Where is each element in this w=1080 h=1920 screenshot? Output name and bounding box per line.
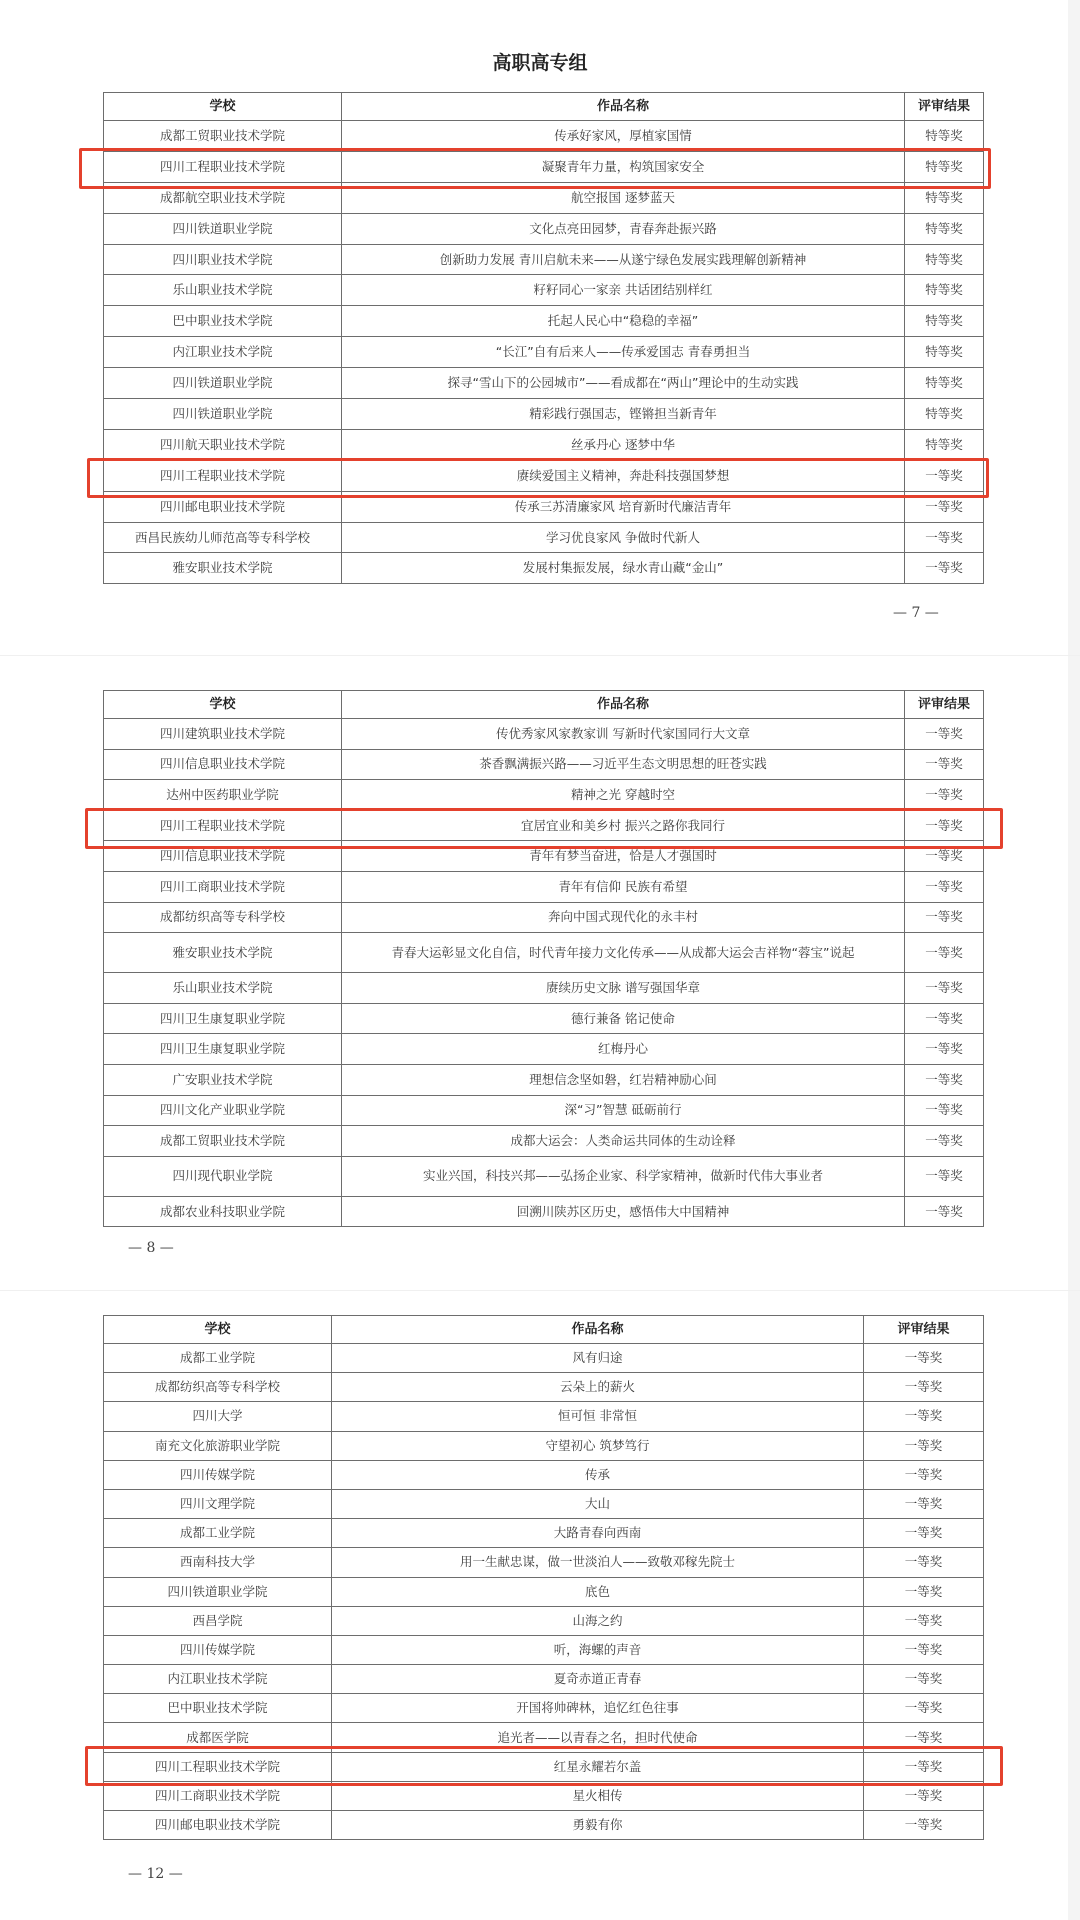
result-cell: 一等奖	[864, 1665, 984, 1694]
school-cell: 成都工贸职业技术学院	[104, 1126, 342, 1157]
result-cell: 一等奖	[905, 1034, 984, 1065]
table-row	[104, 810, 984, 841]
work-cell: 精彩践行强国志，铿锵担当新青年	[342, 399, 905, 430]
work-cell: 底色	[332, 1577, 864, 1606]
result-cell: 特等奖	[905, 182, 984, 213]
school-cell: 雅安职业技术学院	[104, 933, 342, 973]
table-row	[104, 780, 984, 811]
work-cell: 传承三苏清廉家风 培育新时代廉洁青年	[342, 491, 905, 522]
work-cell: 云朵上的薪火	[332, 1373, 864, 1402]
work-cell: 实业兴国，科技兴邦——弘扬企业家、科学家精神，做新时代伟大事业者	[342, 1156, 905, 1196]
table-row	[104, 553, 984, 584]
school-cell: 成都航空职业技术学院	[104, 182, 342, 213]
table-row	[104, 902, 984, 933]
table-row	[104, 306, 984, 337]
school-cell: 四川文理学院	[104, 1489, 332, 1518]
header-result: 评审结果	[905, 691, 984, 719]
work-cell: “长江”自有后来人——传承爱国志 青春勇担当	[342, 337, 905, 368]
table-row	[104, 213, 984, 244]
work-cell: 赓续爱国主义精神，奔赴科技强国梦想	[342, 460, 905, 491]
work-cell: 精神之光 穿越时空	[342, 780, 905, 811]
result-cell: 特等奖	[905, 399, 984, 430]
school-cell: 成都医学院	[104, 1723, 332, 1752]
school-cell: 四川工程职业技术学院	[104, 810, 342, 841]
result-cell: 特等奖	[905, 429, 984, 460]
page-divider	[0, 1290, 1080, 1291]
school-cell: 雅安职业技术学院	[104, 553, 342, 584]
header-work: 作品名称	[342, 691, 905, 719]
header-work: 作品名称	[342, 93, 905, 121]
school-cell: 四川职业技术学院	[104, 244, 342, 275]
school-cell: 四川卫生康复职业学院	[104, 1034, 342, 1065]
table-row	[104, 182, 984, 213]
result-cell: 一等奖	[864, 1344, 984, 1373]
table-row	[104, 429, 984, 460]
page-number-7: — 7 —	[893, 605, 939, 621]
table-row	[104, 1196, 984, 1227]
table-row	[104, 151, 984, 182]
school-cell: 四川现代职业学院	[104, 1156, 342, 1196]
work-cell: 用一生献忠谋，做一世淡泊人——致敬邓稼先院士	[332, 1548, 864, 1577]
school-cell: 四川传媒学院	[104, 1635, 332, 1664]
result-cell: 一等奖	[905, 933, 984, 973]
work-cell: 探寻“雪山下的公园城市”——看成都在“两山”理论中的生动实践	[342, 368, 905, 399]
table-row	[104, 871, 984, 902]
table-row	[104, 841, 984, 872]
school-cell: 四川邮电职业技术学院	[104, 1811, 332, 1840]
work-cell: 籽籽同心一家亲 共话团结别样红	[342, 275, 905, 306]
school-cell: 四川航天职业技术学院	[104, 429, 342, 460]
result-cell: 一等奖	[905, 1156, 984, 1196]
table-row	[104, 1577, 984, 1606]
result-cell: 一等奖	[864, 1548, 984, 1577]
work-cell: 风有归途	[332, 1344, 864, 1373]
result-cell: 一等奖	[905, 1126, 984, 1157]
result-cell: 一等奖	[905, 719, 984, 750]
work-cell: 奔向中国式现代化的永丰村	[342, 902, 905, 933]
award-table-2	[103, 690, 984, 1227]
table-row	[104, 460, 984, 491]
result-cell: 一等奖	[864, 1606, 984, 1635]
school-cell: 成都工业学院	[104, 1519, 332, 1548]
result-cell: 一等奖	[864, 1373, 984, 1402]
table-row	[104, 1665, 984, 1694]
work-cell: 大山	[332, 1489, 864, 1518]
school-cell: 成都工贸职业技术学院	[104, 121, 342, 152]
result-cell: 一等奖	[905, 810, 984, 841]
table-header-row	[104, 93, 984, 121]
table-header-row	[104, 1316, 984, 1344]
result-cell: 一等奖	[905, 841, 984, 872]
result-cell: 特等奖	[905, 306, 984, 337]
table-row	[104, 491, 984, 522]
school-cell: 成都纺织高等专科学校	[104, 1373, 332, 1402]
table-row	[104, 1519, 984, 1548]
table-row	[104, 121, 984, 152]
work-cell: 开国将帅碑林，追忆红色往事	[332, 1694, 864, 1723]
header-result: 评审结果	[905, 93, 984, 121]
work-cell: 回溯川陕苏区历史，感悟伟大中国精神	[342, 1196, 905, 1227]
work-cell: 山海之约	[332, 1606, 864, 1635]
result-cell: 一等奖	[864, 1577, 984, 1606]
table-row	[104, 1373, 984, 1402]
school-cell: 四川工商职业技术学院	[104, 1781, 332, 1810]
school-cell: 四川工程职业技术学院	[104, 460, 342, 491]
result-cell: 特等奖	[905, 213, 984, 244]
table-row	[104, 1723, 984, 1752]
result-cell: 一等奖	[905, 1003, 984, 1034]
header-school: 学校	[104, 1316, 332, 1344]
table-row	[104, 1548, 984, 1577]
result-cell: 一等奖	[905, 780, 984, 811]
school-cell: 四川铁道职业学院	[104, 1577, 332, 1606]
school-cell: 巴中职业技术学院	[104, 306, 342, 337]
table-row	[104, 1781, 984, 1810]
table-row	[104, 1811, 984, 1840]
work-cell: 青年有梦当奋进，恰是人才强国时	[342, 841, 905, 872]
work-cell: 宜居宜业和美乡村 振兴之路你我同行	[342, 810, 905, 841]
result-cell: 一等奖	[864, 1723, 984, 1752]
work-cell: 发展村集振发展，绿水青山藏“金山”	[342, 553, 905, 584]
work-cell: 夏奇赤道正青春	[332, 1665, 864, 1694]
work-cell: 学习优良家风 争做时代新人	[342, 522, 905, 553]
school-cell: 四川传媒学院	[104, 1460, 332, 1489]
work-cell: 理想信念坚如磐，红岩精神励心间	[342, 1064, 905, 1095]
work-cell: 凝聚青年力量，构筑国家安全	[342, 151, 905, 182]
page-title: 高职高专组	[492, 52, 588, 74]
table-row	[104, 522, 984, 553]
table-row	[104, 1489, 984, 1518]
result-cell: 一等奖	[905, 902, 984, 933]
result-cell: 一等奖	[905, 553, 984, 584]
header-work: 作品名称	[332, 1316, 864, 1344]
school-cell: 四川信息职业技术学院	[104, 841, 342, 872]
school-cell: 成都纺织高等专科学校	[104, 902, 342, 933]
work-cell: 深“习”智慧 砥砺前行	[342, 1095, 905, 1126]
work-cell: 茶香飘满振兴路——习近平生态文明思想的旺苍实践	[342, 749, 905, 780]
page-divider	[0, 655, 1080, 656]
table-row	[104, 1156, 984, 1196]
result-cell: 一等奖	[864, 1489, 984, 1518]
school-cell: 成都农业科技职业学院	[104, 1196, 342, 1227]
result-cell: 一等奖	[864, 1635, 984, 1664]
header-result: 评审结果	[864, 1316, 984, 1344]
result-cell: 一等奖	[905, 460, 984, 491]
table-row	[104, 399, 984, 430]
table-row	[104, 1126, 984, 1157]
table-row	[104, 368, 984, 399]
table-row	[104, 1694, 984, 1723]
work-cell: 红梅丹心	[342, 1034, 905, 1065]
school-cell: 四川工程职业技术学院	[104, 1752, 332, 1781]
table-row	[104, 244, 984, 275]
school-cell: 四川信息职业技术学院	[104, 749, 342, 780]
school-cell: 乐山职业技术学院	[104, 275, 342, 306]
school-cell: 达州中医药职业学院	[104, 780, 342, 811]
award-table-3	[103, 1315, 984, 1840]
result-cell: 一等奖	[864, 1781, 984, 1810]
table-row	[104, 973, 984, 1004]
work-cell: 青年有信仰 民族有希望	[342, 871, 905, 902]
work-cell: 丝承丹心 逐梦中华	[342, 429, 905, 460]
school-cell: 四川建筑职业技术学院	[104, 719, 342, 750]
work-cell: 创新助力发展 青川启航未来——从遂宁绿色发展实践理解创新精神	[342, 244, 905, 275]
work-cell: 文化点亮田园梦，青春奔赴振兴路	[342, 213, 905, 244]
school-cell: 西昌民族幼儿师范高等专科学校	[104, 522, 342, 553]
table-row	[104, 1635, 984, 1664]
school-cell: 广安职业技术学院	[104, 1064, 342, 1095]
result-cell: 特等奖	[905, 337, 984, 368]
work-cell: 航空报国 逐梦蓝天	[342, 182, 905, 213]
table-row	[104, 719, 984, 750]
school-cell: 乐山职业技术学院	[104, 973, 342, 1004]
work-cell: 成都大运会：人类命运共同体的生动诠释	[342, 1126, 905, 1157]
award-table-1	[103, 92, 984, 584]
school-cell: 巴中职业技术学院	[104, 1694, 332, 1723]
result-cell: 一等奖	[864, 1519, 984, 1548]
school-cell: 四川铁道职业学院	[104, 213, 342, 244]
school-cell: 四川铁道职业学院	[104, 368, 342, 399]
page-edge	[1068, 0, 1080, 1920]
work-cell: 守望初心 筑梦笃行	[332, 1431, 864, 1460]
result-cell: 一等奖	[864, 1811, 984, 1840]
work-cell: 传承好家风，厚植家国情	[342, 121, 905, 152]
result-cell: 一等奖	[864, 1402, 984, 1431]
school-cell: 四川邮电职业技术学院	[104, 491, 342, 522]
result-cell: 特等奖	[905, 368, 984, 399]
page-number-8: — 8 —	[128, 1240, 174, 1256]
work-cell: 大路青春向西南	[332, 1519, 864, 1548]
work-cell: 勇毅有你	[332, 1811, 864, 1840]
result-cell: 一等奖	[905, 1196, 984, 1227]
result-cell: 一等奖	[864, 1460, 984, 1489]
table-row	[104, 1064, 984, 1095]
result-cell: 特等奖	[905, 121, 984, 152]
result-cell: 一等奖	[864, 1694, 984, 1723]
result-cell: 一等奖	[905, 749, 984, 780]
school-cell: 四川铁道职业学院	[104, 399, 342, 430]
school-cell: 西昌学院	[104, 1606, 332, 1635]
school-cell: 四川大学	[104, 1402, 332, 1431]
table-row	[104, 749, 984, 780]
work-cell: 听，海螺的声音	[332, 1635, 864, 1664]
school-cell: 四川卫生康复职业学院	[104, 1003, 342, 1034]
result-cell: 一等奖	[905, 973, 984, 1004]
school-cell: 内江职业技术学院	[104, 337, 342, 368]
school-cell: 四川文化产业职业学院	[104, 1095, 342, 1126]
work-cell: 青春大运彰显文化自信，时代青年接力文化传承——从成都大运会吉祥物“蓉宝”说起	[342, 933, 905, 973]
school-cell: 西南科技大学	[104, 1548, 332, 1577]
table-row	[104, 1003, 984, 1034]
table-row	[104, 1402, 984, 1431]
work-cell: 星火相传	[332, 1781, 864, 1810]
result-cell: 一等奖	[905, 522, 984, 553]
table-row	[104, 1034, 984, 1065]
school-cell: 成都工业学院	[104, 1344, 332, 1373]
school-cell: 四川工程职业技术学院	[104, 151, 342, 182]
work-cell: 赓续历史文脉 谱写强国华章	[342, 973, 905, 1004]
table-row	[104, 1095, 984, 1126]
result-cell: 特等奖	[905, 275, 984, 306]
page-number-12: — 12 —	[128, 1866, 183, 1882]
result-cell: 一等奖	[864, 1752, 984, 1781]
result-cell: 一等奖	[905, 1064, 984, 1095]
work-cell: 德行兼备 铭记使命	[342, 1003, 905, 1034]
work-cell: 托起人民心中“稳稳的幸福”	[342, 306, 905, 337]
work-cell: 追光者——以青春之名，担时代使命	[332, 1723, 864, 1752]
table-row	[104, 1752, 984, 1781]
work-cell: 红星永耀若尔盖	[332, 1752, 864, 1781]
table-header-row	[104, 691, 984, 719]
table-row	[104, 337, 984, 368]
result-cell: 一等奖	[905, 871, 984, 902]
result-cell: 一等奖	[905, 1095, 984, 1126]
result-cell: 一等奖	[864, 1431, 984, 1460]
table-row	[104, 1606, 984, 1635]
header-school: 学校	[104, 93, 342, 121]
table-row	[104, 1431, 984, 1460]
work-cell: 传承	[332, 1460, 864, 1489]
table-row	[104, 933, 984, 973]
header-school: 学校	[104, 691, 342, 719]
table-row	[104, 1344, 984, 1373]
result-cell: 特等奖	[905, 151, 984, 182]
work-cell: 传优秀家风家教家训 写新时代家国同行大文章	[342, 719, 905, 750]
work-cell: 恒可恒 非常恒	[332, 1402, 864, 1431]
result-cell: 一等奖	[905, 491, 984, 522]
table-row	[104, 275, 984, 306]
school-cell: 内江职业技术学院	[104, 1665, 332, 1694]
school-cell: 南充文化旅游职业学院	[104, 1431, 332, 1460]
table-row	[104, 1460, 984, 1489]
school-cell: 四川工商职业技术学院	[104, 871, 342, 902]
result-cell: 特等奖	[905, 244, 984, 275]
